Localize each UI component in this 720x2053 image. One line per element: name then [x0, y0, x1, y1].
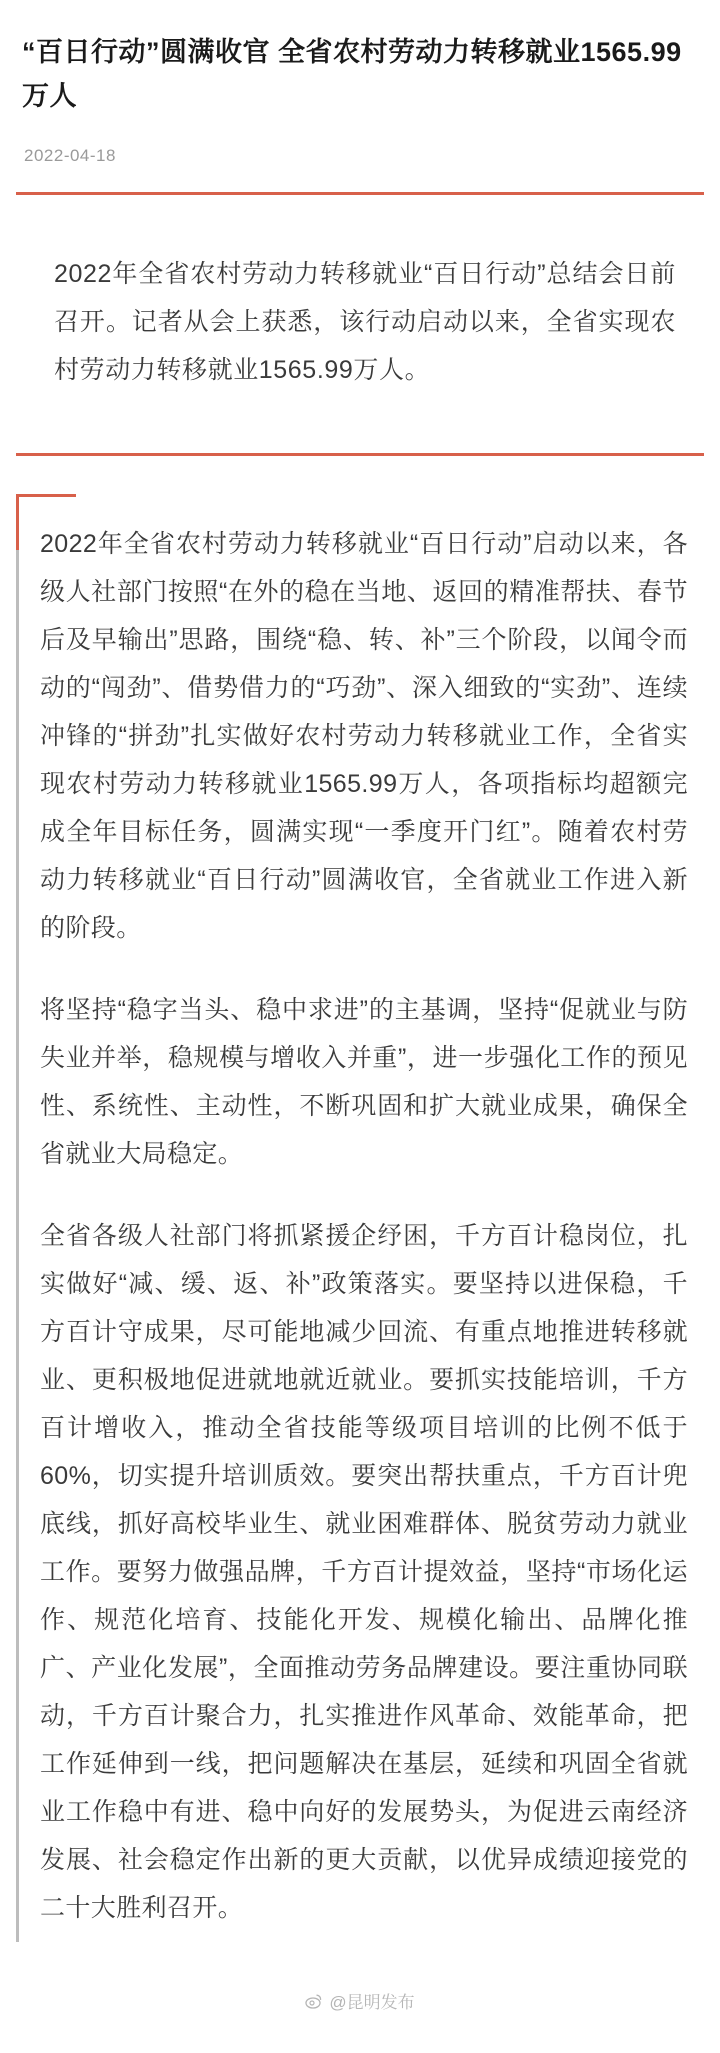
article-body [16, 494, 704, 1942]
accent-bar-horizontal [16, 494, 76, 497]
publish-date: 2022-04-18 [24, 146, 116, 166]
accent-bar-vertical [16, 494, 19, 550]
article-page [0, 18, 720, 2053]
body-paragraph: 将坚持“稳字当头、稳中求进”的主基调，坚持“促就业与防失业并举，稳规模与增收入并重”，进一步强化工作的预见性、系统性、主动性，不断巩固和扩大就业成果，确保全省就业大局稳定。 [40, 996, 688, 1169]
source-label: @昆明发布 [329, 1993, 415, 2013]
weibo-icon [305, 1992, 323, 2010]
body-paragraph: 2022年全省农村劳动力转移就业“百日行动”启动以来，各级人社部门按照“在外的稳在当地、返回的精准帮扶、春节后及早输出”思路，围绕“稳、转、补”三个阶段，以闻令而动的“闯劲”、借势借力的“巧劲”、深入细致的“实劲”、连续冲锋的“拼劲”扎实做好农村劳动力转移就业工作，全省实现农村劳动力转移就业1565.99万人，各项指标均超额完成全年目标任务，圆满实现“一季度开门红”。随着农村劳动力转移就业“百日行动”圆满收官，全省就业工作进入新的阶段。 [40, 530, 688, 943]
summary-block [16, 192, 704, 456]
source-footer [0, 1988, 720, 2013]
body-paragraph: 全省各级人社部门将抓紧援企纾困，千方百计稳岗位，扎实做好“减、缓、返、补”政策落实。要坚持以进保稳，千方百计守成果，尽可能地减少回流、有重点地推进转移就业、更积极地促进就地就近就业。要抓实技能培训，千方百计增收入，推动全省技能等级项目培训的比例不低于60%，切实提升培训质效。要突出帮扶重点，千方百计兜底线，抓好高校毕业生、就业困难群体、脱贫劳动力就业工作。要努力做强品牌，千方百计提效益，坚持“市场化运作、规范化培育、技能化开发、规模化输出、品牌化推广、产业化发展”，全面推动劳务品牌建设。要注重协同联动，千方百计聚合力，扎实推进作风革命、效能革命，把工作延伸到一线，把问题解决在基层，延续和巩固全省就业工作稳中有进、稳中向好的发展势头，为促进云南经济发展、社会稳定作出新的更大贡献，以优异成绩迎接党的二十大胜利召开。 [40, 1222, 688, 1923]
page-title: “百日行动”圆满收官 全省农村劳动力转移就业1565.99万人 [22, 37, 682, 112]
summary-text: 2022年全省农村劳动力转移就业“百日行动”总结会日前召开。记者从会上获悉，该行动启动以来，全省实现农村劳动力转移就业1565.99万人。 [54, 260, 676, 385]
